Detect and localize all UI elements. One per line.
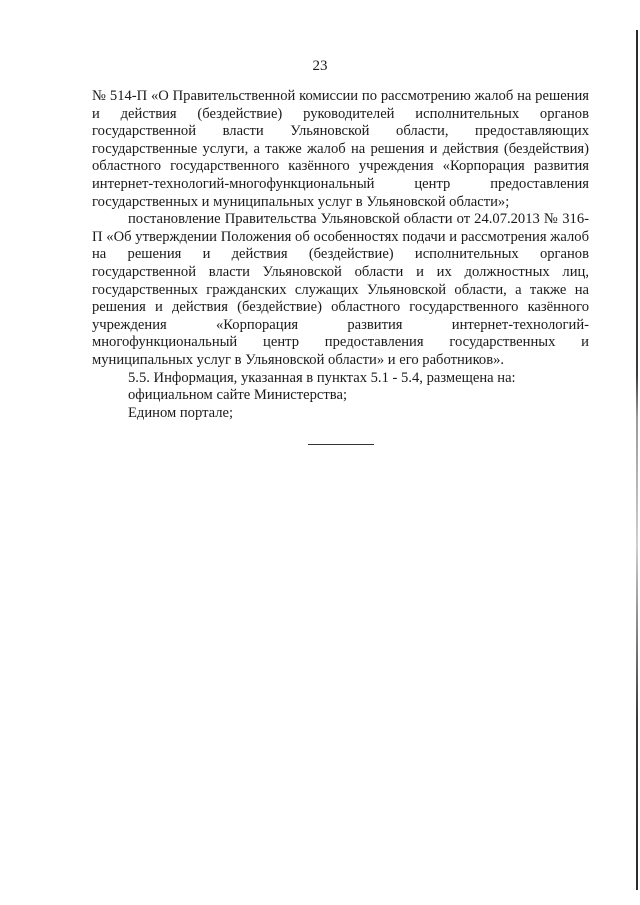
document-body [92, 88, 589, 422]
list-item-unified-portal: Едином портале; [128, 404, 234, 421]
paragraph-regulation-316: постановление Правительства Ульяновской области от 24.07.2013 № 316-П «Об утверждении Положения об особенностях подачи и рассмотрения жалоб на решения и действия (бездействие) исполнительных органов государственной власти Ульяновской области и их должностных лиц, государственных гражданских служащих Ульяновской области, а также на решения и действия (бездействие) областного государственного казённого учреждения «Корпорация развития интернет-технологий-многофункциональный центр предоставления государственных и муниципальных услуг в Ульяновской области» и его работников». [92, 211, 589, 368]
list-item-ministry-site: официальном сайте Министерства; [128, 387, 348, 404]
scan-edge-shadow [636, 30, 638, 890]
separator-line [308, 444, 374, 445]
paragraph-section-5-5: 5.5. Информация, указанная в пунктах 5.1 - 5.4, размещена на: [128, 369, 516, 386]
paragraph-regulation-514: № 514-П «О Правительственной комиссии по рассмотрению жалоб на решения и действия (бездействие) руководителей исполнительных органов государственной власти Ульяновской области, предоставляющих государственные услуги, а также жалоб на решения и действия (бездействия) областного государственного казённого учреждения «Корпорация развития интернет-технологий-многофункциональный центр предоставления государственных и муниципальных услуг в Ульяновской области»; [92, 88, 589, 210]
page-number: 23 [312, 58, 328, 74]
